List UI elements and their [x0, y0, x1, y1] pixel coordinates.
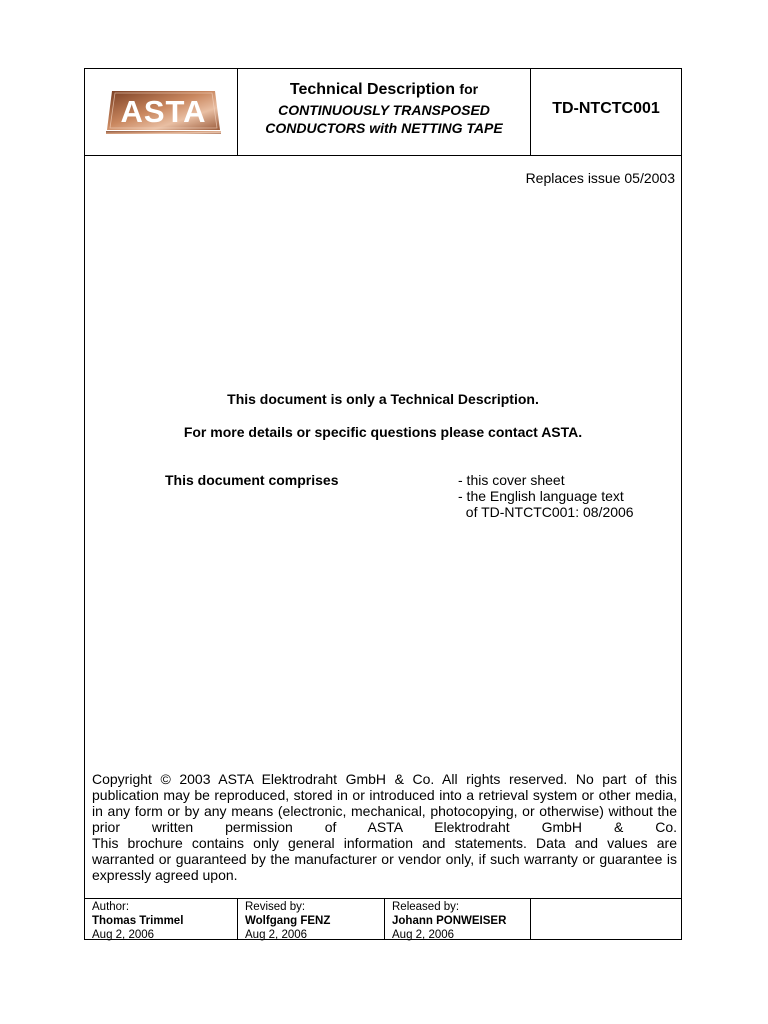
copyright-notice: [92, 771, 677, 883]
title-cell: [238, 69, 531, 155]
author-label: Author:: [92, 901, 130, 913]
approval-footer: [85, 898, 681, 940]
notice-line-1: This document is only a Technical Description.: [227, 391, 539, 407]
revised-name: Wolfgang FENZ: [245, 915, 331, 927]
released-name: Johann PONWEISER: [392, 915, 507, 927]
replaces-issue: Replaces issue 05/2003: [525, 170, 675, 186]
document-title: [238, 81, 530, 99]
comprises-item: of TD-NTCTC001: 08/2006: [458, 504, 634, 520]
released-label: Released by:: [392, 901, 460, 913]
author-name: Thomas Trimmel: [92, 915, 184, 927]
title-line-2: CONTINUOUSLY TRANSPOSED: [278, 102, 490, 118]
title-line-3: CONDUCTORS with NETTING TAPE: [265, 120, 503, 136]
notice-line-2: For more details or specific questions please contact ASTA.: [183, 424, 583, 440]
comprises-label: This document comprises: [165, 472, 339, 488]
comprises-list: [458, 472, 634, 520]
author-date: Aug 2, 2006: [92, 929, 155, 941]
revised-date: Aug 2, 2006: [245, 929, 308, 941]
empty-cell: [531, 899, 681, 940]
document-header: [85, 69, 681, 156]
title-for: for: [459, 81, 479, 97]
released-cell: [385, 899, 531, 940]
asta-logo: [106, 88, 221, 134]
document-frame: [84, 68, 682, 940]
title-main: Technical Description: [289, 81, 455, 98]
copyright-paragraph: Copyright © 2003 ASTA Elektrodraht GmbH & Co. All rights reserved. No part of this publication may be reproduced, stored in or introduced into a retrieval system or other media, in any form or by any means (electronic, mechanical, photocopying, or otherwise) without the prior written permission of ASTA Elektrodraht GmbH & Co.: [92, 771, 677, 835]
revised-label: Revised by:: [245, 901, 306, 913]
released-date: Aug 2, 2006: [392, 929, 455, 941]
comprises-item: - the English language text: [458, 488, 624, 504]
revised-cell: [238, 899, 385, 940]
comprises-item: - this cover sheet: [458, 472, 565, 488]
document-code: TD-NTCTC001: [552, 100, 660, 117]
author-cell: [85, 899, 238, 940]
logo-cell: [85, 69, 238, 155]
disclaimer-paragraph: This brochure contains only general information and statements. Data and values are warranted or guaranteed by the manufacturer or vendor only, if such warranty or guarantee is expressly agreed upon.: [92, 835, 677, 883]
code-cell: [531, 69, 681, 155]
logo-lettering: ASTA: [120, 94, 207, 129]
